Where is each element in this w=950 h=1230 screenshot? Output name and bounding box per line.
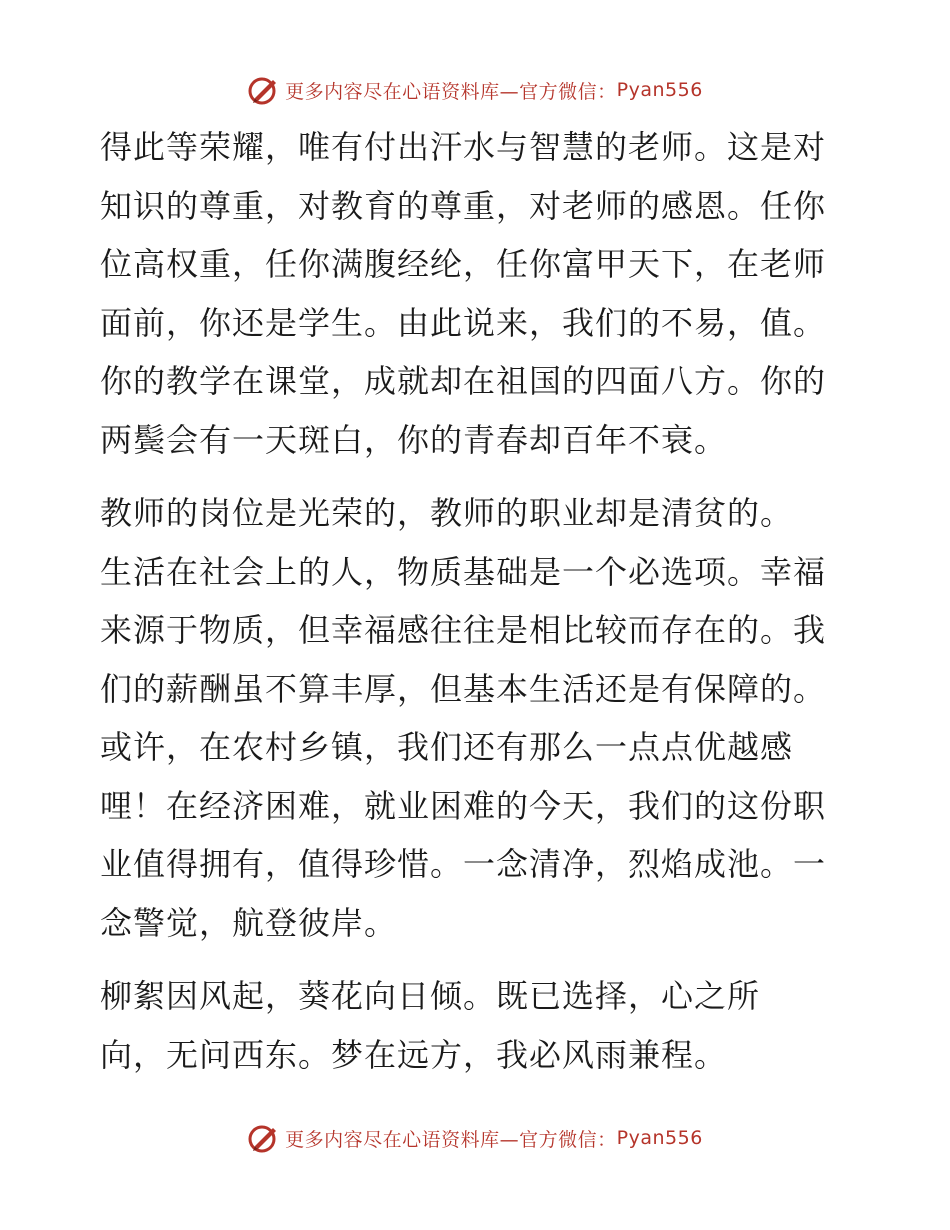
text-line: 面前，你还是学生。由此说来，我们的不易，值。: [100, 303, 827, 342]
text-line: 或许，在农村乡镇，我们还有那么一点点优越感: [100, 728, 794, 766]
watermark-text: 更多内容尽在心语资料库—官方微信：: [285, 80, 617, 103]
text-line: 两鬓会有一天斑白，你的青春却百年不衰。: [100, 420, 728, 459]
pen-logo-icon: [247, 74, 279, 106]
paragraph-1: [100, 118, 850, 469]
text-line: 你的教学在课堂，成就却在祖国的四面八方。你的: [100, 362, 827, 400]
text-line: 柳絮因风起，葵花向日倾。既已选择，心之所: [100, 977, 761, 1015]
text-line: 位高权重，任你满腹经纶，任你富甲天下，在老师: [100, 245, 827, 283]
watermark-text: 更多内容尽在心语资料库—官方微信：: [285, 1128, 617, 1151]
document-body: [100, 118, 850, 1084]
text-line: 念警觉，航登彼岸。: [100, 903, 398, 942]
header-watermark: [0, 70, 950, 110]
text-line: 得此等荣耀，唯有付出汗水与智慧的老师。这是对: [100, 128, 827, 166]
text-line: 来源于物质，但幸福感往往是相比较而存在的。我: [100, 611, 827, 649]
watermark-wechat-id: Pyan556: [616, 1127, 703, 1149]
text-line: 生活在社会上的人，物质基础是一个必选项。幸福: [100, 552, 827, 591]
watermark-wechat-id: Pyan556: [616, 79, 703, 101]
text-line: 们的薪酬虽不算丰厚，但基本生活还是有保障的。: [100, 669, 827, 708]
text-line: 哩！在经济困难，就业困难的今天，我们的这份职: [100, 786, 827, 825]
paragraph-2: [100, 484, 850, 952]
footer-watermark: [0, 1118, 950, 1158]
text-line: 向，无问西东。梦在远方，我必风雨兼程。: [100, 1035, 728, 1074]
pen-logo-icon: [247, 1122, 279, 1154]
text-line: 知识的尊重，对教育的尊重，对老师的感恩。任你: [100, 186, 827, 225]
paragraph-3: [100, 967, 850, 1084]
text-line: 业值得拥有，值得珍惜。一念清净，烈焰成池。一: [100, 845, 827, 883]
text-line: 教师的岗位是光荣的，教师的职业却是清贫的。: [100, 494, 794, 532]
